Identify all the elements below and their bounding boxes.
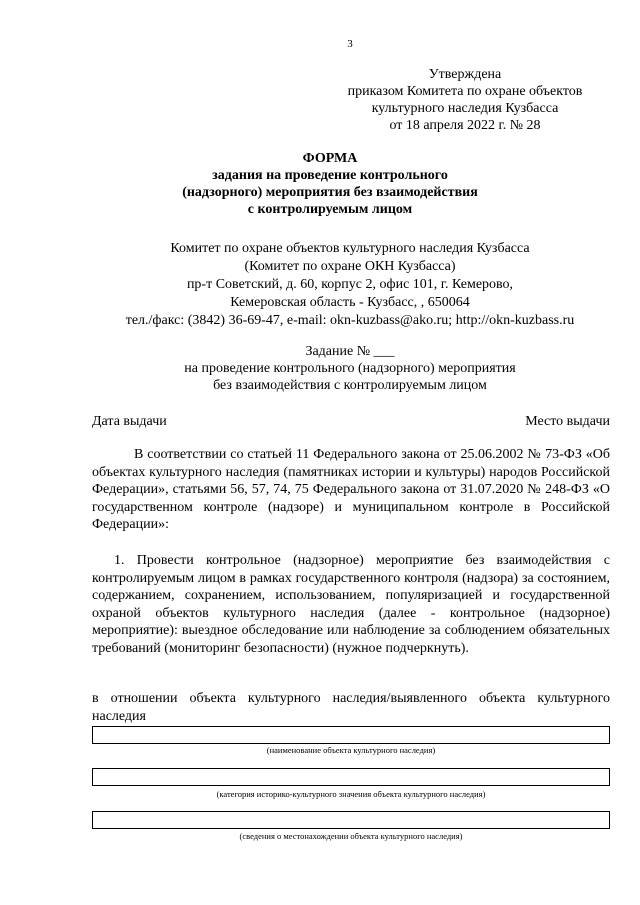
object-intro-paragraph: в отношении объекта культурного наследия/выявленного объекта культурного наследия (92, 691, 610, 724)
issue-row (92, 414, 610, 430)
organization-short-name: (Комитет по охране ОКН Кузбасса) (244, 259, 456, 274)
object-location-field[interactable] (92, 811, 610, 829)
form-subtitle-line: задания на проведение контрольного (212, 168, 448, 183)
form-subtitle-line: с контролируемым лицом (247, 202, 413, 217)
organization-contacts: тел./факс: (3842) 36-69-47, e-mail: okn-kuzbass@ako.ru; http://okn-kuzbass.ru (125, 313, 575, 328)
approval-line: от 18 апреля 2022 г. № 28 (389, 118, 541, 133)
object-name-field[interactable] (92, 726, 610, 744)
object-category-field[interactable] (92, 768, 610, 786)
approval-line: Утверждена (428, 67, 502, 82)
form-title: ФОРМА (302, 151, 358, 166)
form-subtitle-line: (надзорного) мероприятия без взаимодействия (182, 185, 478, 200)
organization-address: пр-т Советский, д. 60, корпус 2, офис 101, г. Кемерово, (186, 277, 514, 292)
task-heading (100, 343, 600, 394)
form-title-block (150, 150, 510, 218)
object-name-caption: (наименование объекта культурного наследия) (266, 745, 436, 755)
approval-line: приказом Комитета по охране объектов (347, 84, 583, 99)
task-subtitle-line: без взаимодействия с контролируемым лицом (213, 378, 487, 393)
organization-block (70, 240, 630, 330)
object-location-caption: (сведения о местонахождении объекта культурного наследия) (239, 831, 463, 841)
task-number: Задание № ___ (305, 344, 395, 359)
approval-line: культурного наследия Кузбасса (371, 101, 559, 116)
page-number: 3 (347, 38, 353, 50)
organization-name: Комитет по охране объектов культурного наследия Кузбасса (170, 241, 530, 256)
legal-basis-paragraph: В соответствии со статьей 11 Федерального закона от 25.06.2002 № 73-ФЗ «Об объектах культурного наследия (памятниках истории и культуры) народов Российской Федерации», статьями 56, 57, 74, 75 Федерального закона от 31.07.2020 № 248-ФЗ «О государственном контроле (надзоре) и муниципальном контроле в Российской Федерации»: (92, 447, 610, 532)
item-1-paragraph: 1. Провести контрольное (надзорное) мероприятие без взаимодействия с контролируемым лицом в рамках государственного контроля (надзора) за состоянием, содержанием, сохранением, использованием, популяризацией и государственной охраной объектов культурного наследия (далее - контрольное (надзорное) мероприятие): выездное обследование или наблюдение за соблюдением обязательных требований (мониторинг безопасности) (нужное подчеркнуть). (92, 553, 610, 656)
issue-date-label: Дата выдачи (92, 414, 167, 429)
issue-place-label: Место выдачи (525, 414, 610, 429)
organization-address: Кемеровская область - Кузбасс, , 650064 (230, 295, 470, 310)
object-category-caption: (категория историко-культурного значения объекта культурного наследия) (216, 789, 486, 799)
task-subtitle-line: на проведение контрольного (надзорного) мероприятия (184, 361, 516, 376)
approval-block (330, 66, 600, 134)
